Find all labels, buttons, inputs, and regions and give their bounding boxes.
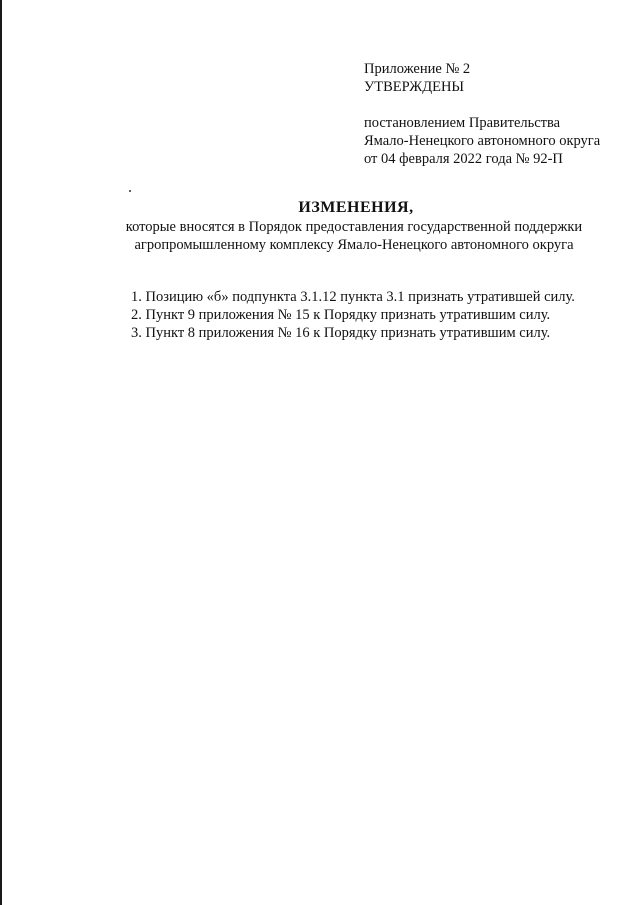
- list-item: 1. Позицию «б» подпункта 3.1.12 пункта 3.1 признать утратившей силу.: [131, 289, 575, 305]
- list-item: 2. Пункт 9 приложения № 15 к Порядку признать утратившим силу.: [131, 307, 551, 323]
- scan-speck: [129, 190, 131, 192]
- approval-block: [364, 60, 624, 168]
- subtitle-line-2: агропромышленному комплексу Ямало-Ненецкого автономного округа: [134, 237, 574, 253]
- approval-by-line-1: постановлением Правительства: [364, 115, 561, 131]
- approval-by-line-2: Ямало-Ненецкого автономного округа: [364, 133, 601, 149]
- approved-label: УТВЕРЖДЕНЫ: [364, 79, 465, 95]
- document-title: ИЗМЕНЕНИЯ,: [298, 199, 414, 216]
- appendix-label: Приложение № 2: [364, 61, 471, 77]
- subtitle-line-1: которые вносятся в Порядок предоставления государственной поддержки: [125, 219, 583, 235]
- scan-edge-line: [0, 0, 2, 905]
- approval-gap: [364, 96, 624, 114]
- list-item: 3. Пункт 8 приложения № 16 к Порядку признать утратившим силу.: [131, 325, 551, 341]
- changes-list: [131, 288, 621, 342]
- document-subtitle: [80, 218, 628, 254]
- approval-by-line-3: от 04 февраля 2022 года № 92-П: [364, 151, 563, 167]
